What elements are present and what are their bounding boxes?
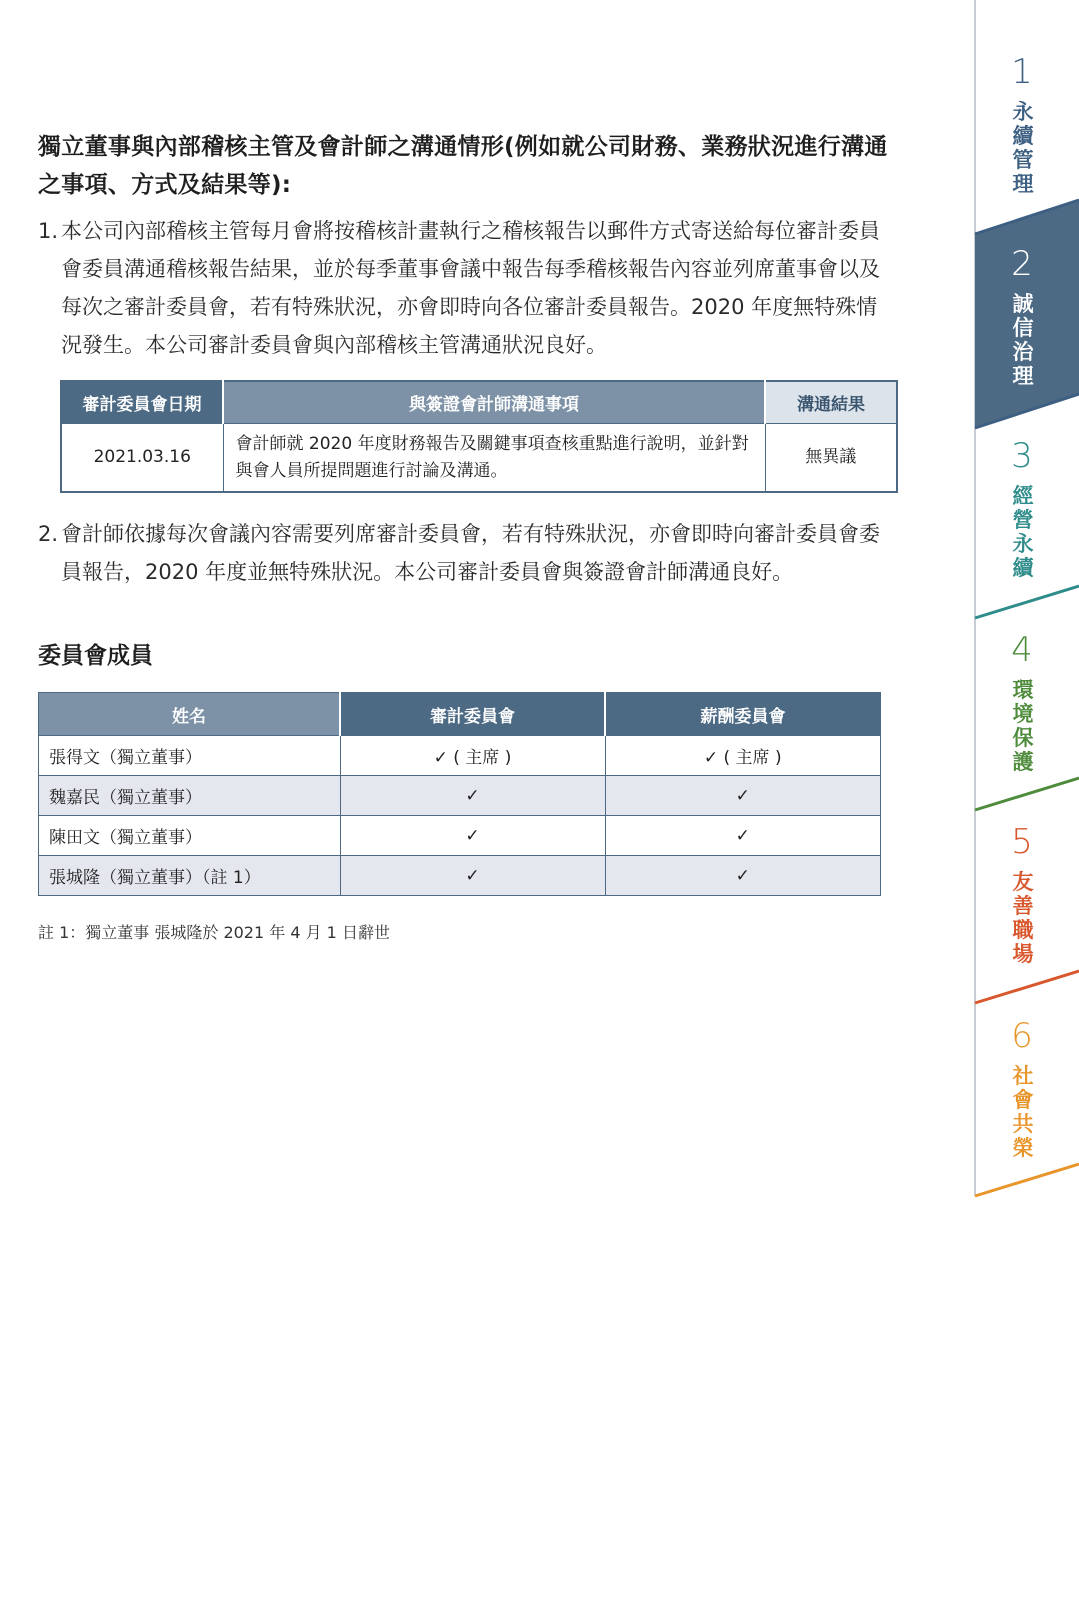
tabs-outline	[972, 0, 1079, 1600]
table-row	[61, 424, 897, 493]
audit-mark: ✓ ( 主席 )	[340, 736, 605, 776]
communication-result: 無異議	[765, 424, 897, 493]
header-name: 姓名	[39, 693, 341, 736]
item-number: 2.	[38, 522, 59, 546]
tab-6-number[interactable]: 6	[1011, 1016, 1033, 1056]
tab-1-label[interactable]: 永 續 管 理	[1012, 100, 1034, 196]
table-row	[39, 816, 881, 856]
table-header-row	[61, 381, 897, 424]
compensation-mark: ✓	[605, 816, 881, 856]
members-heading: 委員會成員	[38, 643, 153, 669]
header-date: 審計委員會日期	[61, 381, 223, 424]
communication-table	[60, 380, 898, 493]
audit-mark: ✓	[340, 856, 605, 896]
audit-mark: ✓	[340, 816, 605, 856]
main-content	[38, 128, 898, 943]
member-name: 張得文（獨立董事）	[39, 736, 341, 776]
section-heading: 獨立董事與內部稽核主管及會計師之溝通情形(例如就公司財務、業務狀況進行溝通之事項、方式及結果等):	[38, 134, 888, 198]
item-number: 1.	[38, 219, 59, 243]
table-header-row	[39, 693, 881, 736]
table-row	[39, 736, 881, 776]
footnote: 註 1：獨立董事 張城隆於 2021 年 4 月 1 日辭世	[38, 923, 390, 942]
compensation-mark: ✓	[605, 776, 881, 816]
tab-6-label[interactable]: 社 會 共 榮	[1012, 1064, 1034, 1160]
tab-2-label[interactable]: 誠 信 治 理	[1012, 292, 1034, 388]
audit-mark: ✓	[340, 776, 605, 816]
chapter-tabs	[972, 0, 1079, 1600]
item-text: 會計師依據每次會議內容需要列席審計委員會，若有特殊狀況，亦會即時向審計委員會委員報告，2020 年度並無特殊狀況。本公司審計委員會與簽證會計師溝通良好。	[61, 522, 880, 584]
paragraph-item-1	[38, 212, 898, 364]
tab-4-label[interactable]: 環 境 保 護	[1012, 678, 1034, 774]
tab-2-number[interactable]: 2	[1011, 244, 1033, 284]
tab-3-label[interactable]: 經 營 永 續	[1012, 484, 1034, 580]
paragraph-item-2	[38, 515, 898, 591]
table-row	[39, 856, 881, 896]
tab-5-number[interactable]: 5	[1011, 822, 1033, 862]
member-name: 魏嘉民（獨立董事）	[39, 776, 341, 816]
tab-3-number[interactable]: 3	[1011, 436, 1033, 476]
table-row	[39, 776, 881, 816]
member-name: 張城隆（獨立董事）（註 1）	[39, 856, 341, 896]
tab-1-number[interactable]: 1	[1011, 52, 1033, 92]
header-matter: 與簽證會計師溝通事項	[223, 381, 765, 424]
header-result: 溝通結果	[765, 381, 897, 424]
header-compensation: 薪酬委員會	[605, 693, 881, 736]
item-text: 本公司內部稽核主管每月會將按稽核計畫執行之稽核報告以郵件方式寄送給每位審計委員會委員溝通稽核報告結果，並於每季董事會議中報告每季稽核報告內容並列席董事會以及每次之審計委員會，若有特殊狀況，亦會即時向各位審計委員報告。2020 年度無特殊情況發生。本公司審計委員會與內部稽核主管溝通狀況良好。	[61, 219, 880, 357]
tab-4-number[interactable]: 4	[1011, 630, 1033, 670]
meeting-date: 2021.03.16	[61, 424, 223, 493]
compensation-mark: ✓ ( 主席 )	[605, 736, 881, 776]
communication-matter: 會計師就 2020 年度財務報告及關鍵事項查核重點進行說明，並針對與會人員所提問題進行討論及溝通。	[223, 424, 765, 493]
compensation-mark: ✓	[605, 856, 881, 896]
members-table	[38, 692, 881, 896]
header-audit: 審計委員會	[340, 693, 605, 736]
member-name: 陳田文（獨立董事）	[39, 816, 341, 856]
tab-5-label[interactable]: 友 善 職 場	[1012, 870, 1034, 966]
